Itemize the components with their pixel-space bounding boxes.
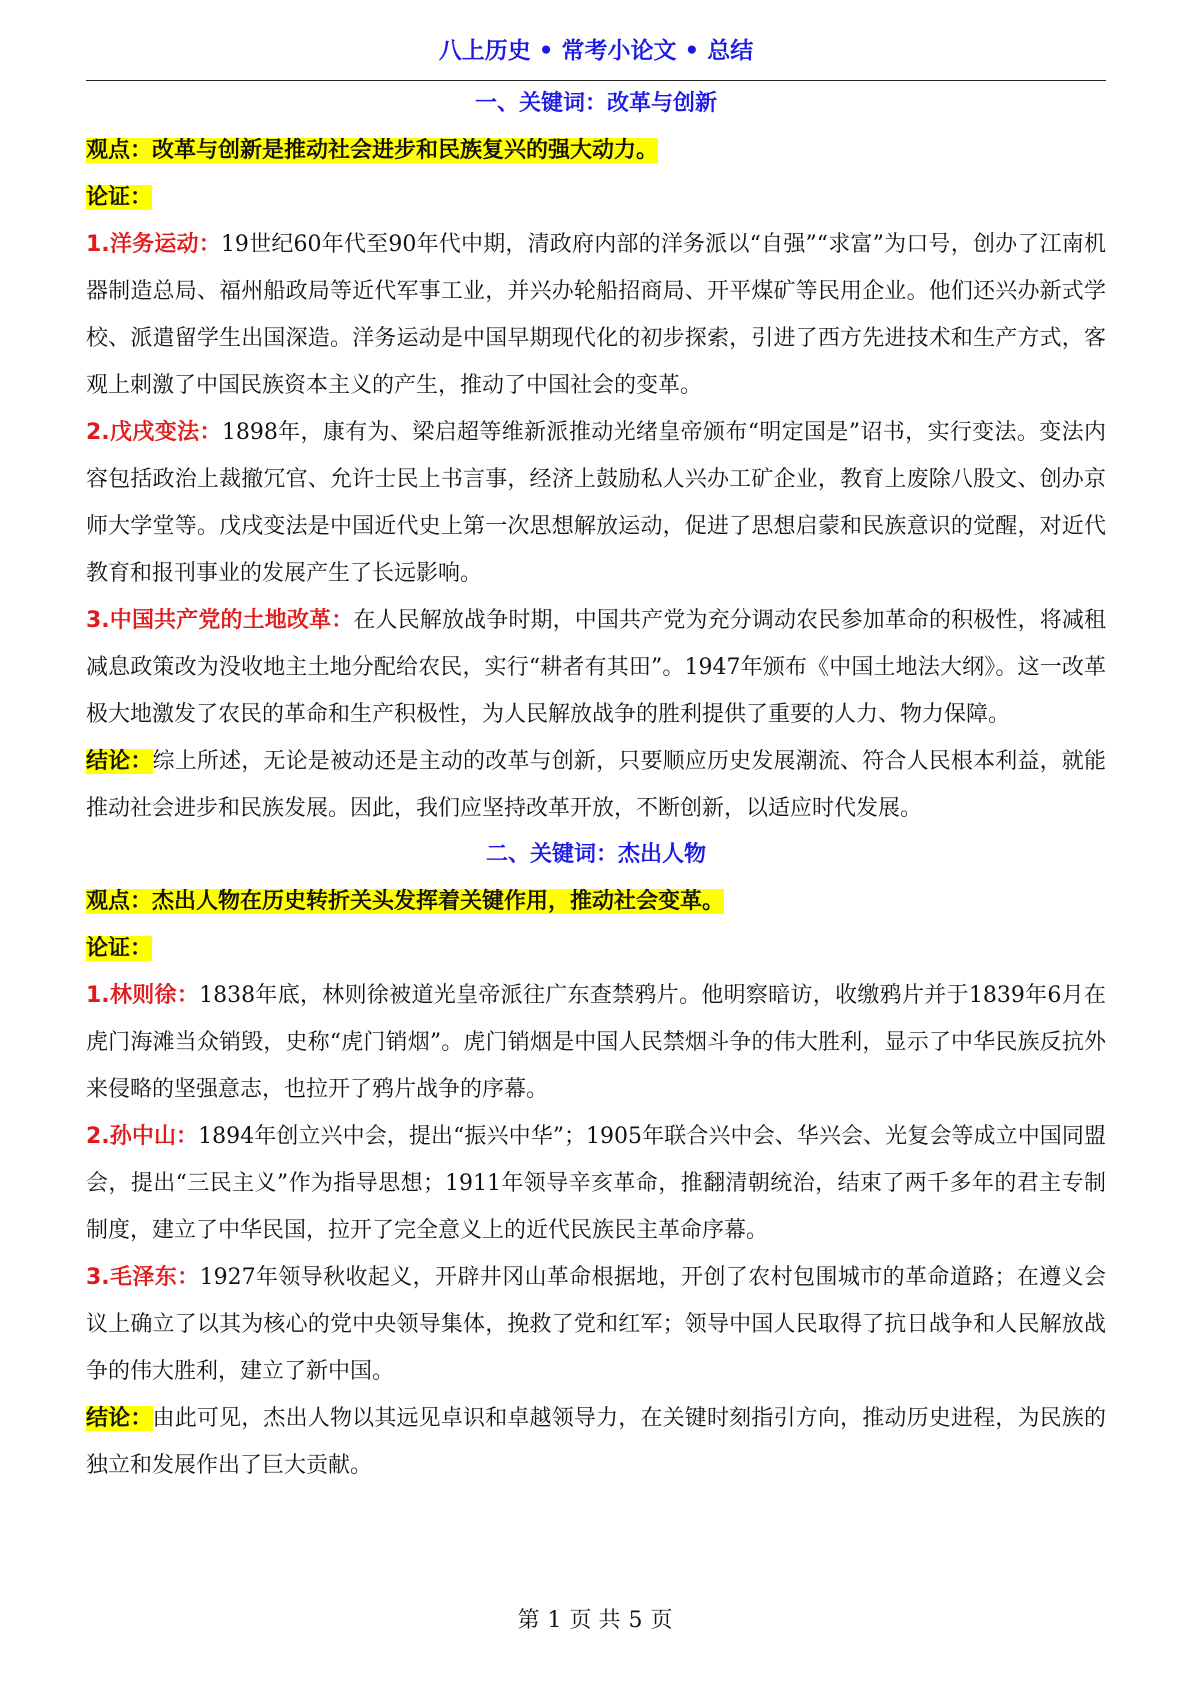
conclusion: [86, 738, 1106, 832]
item-label: 3.中国共产党的土地改革：: [86, 608, 354, 633]
argument-item: [86, 597, 1106, 738]
item-label: 1.洋务运动：: [86, 232, 221, 257]
viewpoint-text: 观点：杰出人物在历史转折关头发挥着关键作用，推动社会变革。: [86, 889, 725, 914]
item-text: 19世纪60年代至90年代中期，清政府内部的洋务派以“自强”“求富”为口号，创办了江南机器制造总局、福州船政局等近代军事工业，并兴办轮船招商局、开平煤矿等民用企业。他们还兴办新式学校、派遣留学生出国深造。洋务运动是中国早期现代化的初步探索，引进了西方先进技术和生产方式，客观上刺激了中国民族资本主义的产生，推动了中国社会的变革。: [86, 232, 1106, 398]
section-reform-innovation: [86, 81, 1106, 832]
conclusion-label: 结论：: [86, 1406, 153, 1431]
argument-label: 论证：: [86, 936, 153, 961]
item-text: 1838年底，林则徐被道光皇帝派往广东查禁鸦片。他明察暗访，收缴鸦片并于1839年6月在虎门海滩当众销毁，史称“虎门销烟”。虎门销烟是中国人民禁烟斗争的伟大胜利，显示了中华民族反抗外来侵略的坚强意志，也拉开了鸦片战争的序幕。: [86, 983, 1106, 1102]
document-title: 八上历史 • 常考小论文 • 总结: [438, 38, 754, 64]
argument-item: [86, 972, 1106, 1113]
item-label: 1.林则徐：: [86, 983, 200, 1008]
item-text: 在人民解放战争时期，中国共产党为充分调动农民参加革命的积极性，将减租减息政策改为没收地主土地分配给农民，实行“耕者有其田”。1947年颁布《中国土地法大纲》。这一改革极大地激发了农民的革命和生产积极性，为人民解放战争的胜利提供了重要的人力、物力保障。: [86, 608, 1106, 727]
conclusion-text: 综上所述，无论是被动还是主动的改革与创新，只要顺应历史发展潮流、符合人民根本利益，就能推动社会进步和民族发展。因此，我们应坚持改革开放，不断创新，以适应时代发展。: [86, 749, 1106, 821]
conclusion-label: 结论：: [86, 749, 153, 774]
argument-label: 论证：: [86, 185, 153, 210]
section-outstanding-figures: [86, 832, 1106, 1489]
page-mid: 页 共: [569, 1608, 621, 1633]
argument-item: [86, 409, 1106, 597]
argument-item: [86, 221, 1106, 409]
viewpoint-text: 观点：改革与创新是推动社会进步和民族复兴的强大动力。: [86, 138, 659, 163]
page-suffix: 页: [650, 1608, 673, 1633]
current-page-number: 1: [547, 1608, 562, 1633]
item-label: 2.戊戌变法：: [86, 420, 222, 445]
total-pages-number: 5: [628, 1608, 643, 1633]
item-label: 3.毛泽东：: [86, 1265, 200, 1290]
section-heading: 二、关键词：杰出人物: [485, 842, 706, 867]
item-text: 1927年领导秋收起义，开辟井冈山革命根据地，开创了农村包围城市的革命道路；在遵义会议上确立了以其为核心的党中央领导集体，挽救了党和红军；领导中国人民取得了抗日战争和人民解放战争的伟大胜利，建立了新中国。: [86, 1265, 1106, 1384]
page-footer: [0, 1606, 1190, 1636]
section-heading: 一、关键词：改革与创新: [474, 91, 717, 116]
viewpoint: [86, 878, 1106, 925]
conclusion: [86, 1395, 1106, 1489]
document-page: [86, 0, 1106, 1489]
page-prefix: 第: [517, 1608, 540, 1633]
item-text: 1898年，康有为、梁启超等维新派推动光绪皇帝颁布“明定国是”诏书，实行变法。变法内容包括政治上裁撤冗官、允许士民上书言事，经济上鼓励私人兴办工矿企业，教育上废除八股文、创办京师大学堂等。戊戌变法是中国近代史上第一次思想解放运动，促进了思想启蒙和民族意识的觉醒，对近代教育和报刊事业的发展产生了长远影响。: [86, 420, 1106, 586]
argument-item: [86, 1254, 1106, 1395]
item-text: 1894年创立兴中会，提出“振兴中华”；1905年联合兴中会、华兴会、光复会等成立中国同盟会，提出“三民主义”作为指导思想；1911年领导辛亥革命，推翻清朝统治，结束了两千多年的君主专制制度，建立了中华民国，拉开了完全意义上的近代民族民主革命序幕。: [86, 1124, 1106, 1243]
argument-item: [86, 1113, 1106, 1254]
item-label: 2.孙中山：: [86, 1124, 199, 1149]
argument-label-line: [86, 174, 1106, 221]
viewpoint: [86, 127, 1106, 174]
conclusion-text: 由此可见，杰出人物以其远见卓识和卓越领导力，在关键时刻指引方向，推动历史进程，为民族的独立和发展作出了巨大贡献。: [86, 1406, 1106, 1478]
argument-label-line: [86, 925, 1106, 972]
